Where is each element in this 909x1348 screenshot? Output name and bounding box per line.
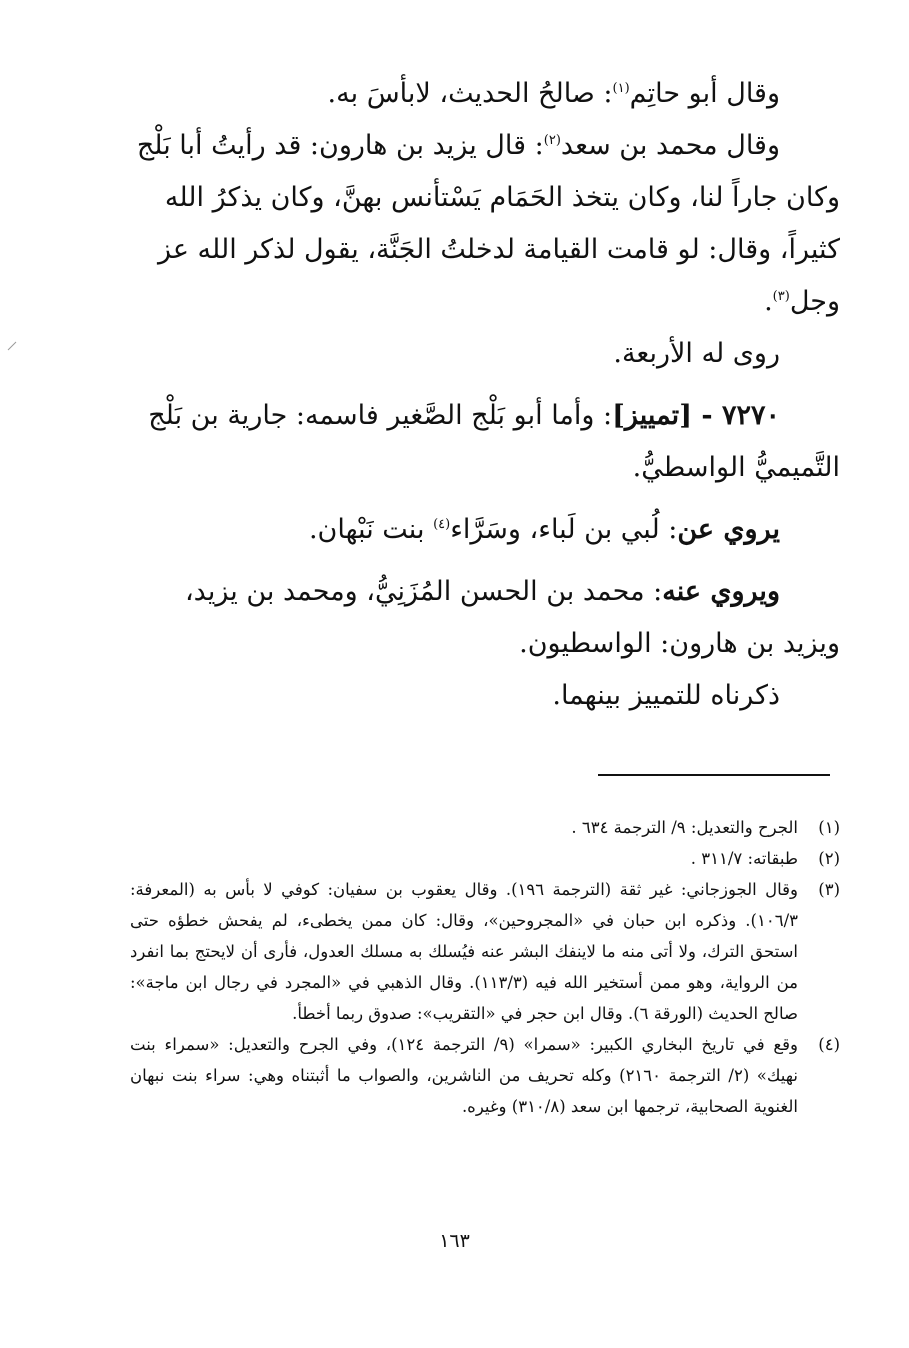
footnote-number: (١) (818, 818, 840, 837)
scan-speck-icon (6, 338, 22, 354)
footnote-ref-1[interactable]: (١) (612, 81, 630, 96)
footnote-text: وقع في تاريخ البخاري الكبير: «سمرا» (٩/ الترجمة ١٢٤)، وفي الجرح والتعديل: «سمراء بنت نهيك» (٢/ الترجمة ٢١٦٠) وكله تحريف من الناشرين، والصواب ما أثبتناه وهي: سراء بنت نبهان الغنوية الصحابية، ترجمها ابن سعد (٣١٠/٨) وغيره. (130, 1035, 798, 1116)
page-number: ١٦٣ (439, 1230, 470, 1252)
paragraph-narrates-from: يروي عن: لُبي بن لَباء، وسَرَّاء$^{(٤)}$ بنت نَبْهان. (308, 514, 780, 545)
footnote-text: طبقاته: ٣١١/٧ . (690, 849, 798, 868)
footnote-ref-4[interactable]: (٤) (433, 517, 451, 532)
footnote-text: الجرح والتعديل: ٩/ الترجمة ٦٣٤ . (571, 818, 798, 837)
footnote-3 (130, 874, 840, 1029)
paragraph-closing: ذكرناه للتمييز بينهما. (552, 680, 780, 711)
narrated-by-label: ويروي عنه (662, 576, 780, 607)
footnote-number: (٣) (818, 880, 840, 899)
footnote-1 (130, 812, 840, 843)
footnote-ref-3[interactable]: (٣) (772, 289, 790, 304)
paragraph-narrated-by: ويروي عنه: محمد بن الحسن المُزَنِيُّ، ومحمد بن يزيد، ويزيد بن هارون: الواسطيون. (184, 576, 840, 659)
paragraph-ibn-saad: وقال محمد بن سعد$^{(٢)}$: قال يزيد بن هارون: قد رأيتُ أبا بَلْج وكان جاراً لنا، وكان يتخذ الحَمَام يَسْتأنس بهنَّ، وكان يذكرُ الله كثيراً، وقال: لو قامت القيامة لدخلتُ الجَنَّة، يقول لذكر الله عز وجل$^{(٣)}$. (136, 130, 840, 317)
narrates-from-label: يروي عن (677, 514, 780, 545)
entry-7270: ٧٢٧٠ - [تمييز]: وأما أبو بَلْج الصَّغير فاسمه: جارية بن بَلْج التَّميميُّ الواسطيُّ. (148, 400, 840, 483)
paragraph-abu-hatim: وقال أبو حاتِم$^{(١)}$: صالحُ الحديث، لابأسَ به. (327, 78, 780, 109)
footnote-number: (٢) (818, 849, 840, 868)
footnote-4 (130, 1029, 840, 1122)
footnote-separator (598, 774, 830, 776)
footnotes (130, 812, 840, 1122)
main-text (130, 68, 840, 722)
footnote-text: وقال الجوزجاني: غير ثقة (الترجمة ١٩٦). وقال يعقوب بن سفيان: كوفي لا بأس به (المعرفة: ١٠٦/٣). وذكره ابن حبان في «المجروحين»، وقال: كان ممن يخطىء، لم يفحش خطؤه حتى استحق الترك، ولا أتى منه ما لاينفك البشر عنه فيُسلك به مسلك العدول، فأرى أن لايحتج بما انفرد من الرواية، وهو ممن أستخير الله فيه (١١٣/٣). وقال الذهبي في «المجرد في رجال ابن ماجة»: صالح الحديث (الورقة ٦). وقال ابن حجر في «التقريب»: صدوق ربما أخطأ. (130, 880, 799, 1023)
paragraph-narrated-by-four: روى له الأربعة. (613, 338, 780, 369)
footnote-ref-2[interactable]: (٢) (543, 133, 561, 148)
entry-number: ٧٢٧٠ - [تمييز] (612, 400, 780, 431)
footnote-number: (٤) (818, 1035, 840, 1054)
footnote-2 (130, 843, 840, 874)
